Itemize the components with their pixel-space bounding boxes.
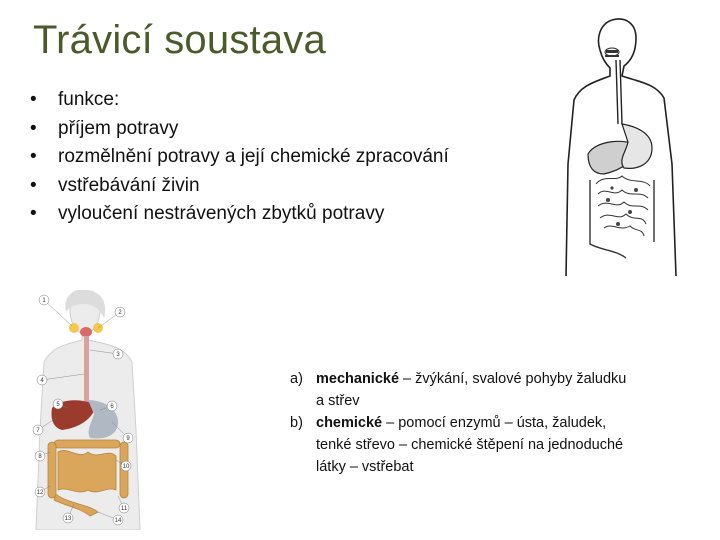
- note-term: chemické: [316, 415, 383, 431]
- slide-title: Trávicí soustava: [33, 18, 326, 62]
- note-marker: a): [290, 371, 303, 387]
- figure-label: 13: [64, 516, 72, 522]
- figure-label: 10: [122, 464, 130, 470]
- note-marker: b): [290, 415, 303, 431]
- note-term: mechanické: [316, 371, 400, 387]
- bullet-item: • funkce:: [30, 86, 449, 115]
- digestive-system-outline-illustration: [560, 14, 684, 280]
- processing-notes: [290, 368, 630, 478]
- figure-label: 6: [110, 404, 114, 410]
- figure-label: 8: [38, 454, 42, 460]
- figure-label: 12: [36, 490, 44, 496]
- figure-label: 5: [56, 402, 60, 408]
- figure-label: 14: [114, 518, 122, 524]
- labeled-digestive-anatomy-illustration: [28, 290, 148, 530]
- figure-label: 2: [118, 310, 122, 316]
- note-chemical: [290, 412, 630, 478]
- figure-label: 3: [116, 352, 120, 358]
- figure-label: 7: [36, 428, 40, 434]
- note-text: – žvýkání, svalové pohyby žaludku a střev: [316, 371, 627, 409]
- note-mechanical: [290, 368, 630, 412]
- figure-label: 9: [126, 436, 130, 442]
- bullet-list: [30, 86, 449, 229]
- figure-label: 4: [40, 378, 44, 384]
- bullet-item: • rozmělnění potravy a její chemické zpracování: [30, 143, 449, 172]
- figure-label: 1: [42, 298, 46, 304]
- bullet-item: • vstřebávání živin: [30, 172, 449, 201]
- note-text: – pomocí enzymů – ústa, žaludek, tenké střevo – chemické štěpení na jednoduché látky – vstřebat: [316, 415, 624, 475]
- bullet-item: • příjem potravy: [30, 115, 449, 144]
- figure-label: 11: [120, 506, 128, 512]
- bullet-item: • vyloučení nestrávených zbytků potravy: [30, 200, 449, 229]
